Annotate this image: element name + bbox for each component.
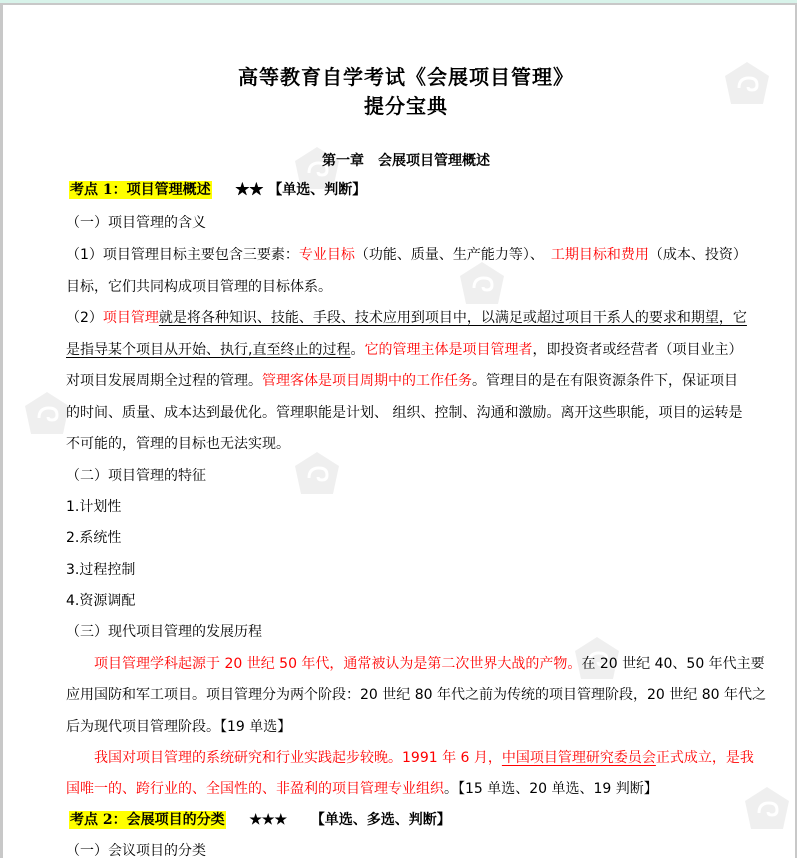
section-heading: （二）项目管理的特征 xyxy=(66,468,206,484)
paragraph-2-line-1: （2）项目管理就是将各种知识、技能、手段、技术应用到项目中，以满足或超过项目干系人的要求和期望，它 xyxy=(66,310,747,326)
feature-list-item: 1.计划性 xyxy=(66,499,122,515)
feature-list-item: 4.资源调配 xyxy=(66,593,136,609)
paragraph-2-line-2: 是指导某个项目从开始、执行,直至终止的过程。它的管理主体是项目管理者，即投资者或经营者（项目业主） xyxy=(66,342,743,358)
underlined-text: 是指导某个项目从开始、执行,直至终止的过程 xyxy=(66,342,351,358)
watermark-logo-icon xyxy=(23,390,71,436)
underlined-text: 就是将各种知识、技能、手段、技术应用到项目中，以满足或超过项目干系人的要求和期望，它 xyxy=(158,310,747,326)
kaodian-1-label: 考点 1：项目管理概述 xyxy=(70,182,211,198)
red-highlight-text: 项目管理 xyxy=(102,310,159,326)
paragraph-3-line-1: 项目管理学科起源于 20 世纪 50 年代，通常被认为是第二次世界大战的产物。在 20 世纪 40、50 年代主要 xyxy=(94,656,765,672)
paragraph-2-line-3: 对项目发展周期全过程的管理。管理客体是项目周期中的工作任务。管理目的是在有限资源条件下，保证项目 xyxy=(66,373,738,389)
watermark-logo-icon xyxy=(293,450,341,496)
red-highlight-text: 专业目标 xyxy=(298,247,355,263)
paragraph-4-line-1: 我国对项目管理的系统研究和行业实践起步较晚。1991 年 6 月，中国项目管理研究委员会正式成立，是我 xyxy=(94,750,754,766)
red-highlight-text: 管理客体是项目周期中的工作任务 xyxy=(262,373,472,389)
document-page xyxy=(3,5,795,858)
paragraph-3-line-2: 应用国防和军工项目。项目管理分为两个阶段：20 世纪 80 年代之前为传统的项目管理阶段，20 世纪 80 年代之 xyxy=(66,687,766,703)
kaodian-2-label: 考点 2：会展项目的分类 xyxy=(70,812,225,828)
paragraph-2-line-4: 的时间、质量、成本达到最优化。管理职能是计划、 组织、控制、沟通和激励。离开这些职能，项目的运转是 xyxy=(66,405,743,421)
document-title: 高等教育自学考试《会展项目管理》 xyxy=(238,65,574,89)
question-type-tags: 【单选、判断】 xyxy=(268,182,367,198)
kaodian-2-heading xyxy=(69,810,451,830)
feature-list-item: 3.过程控制 xyxy=(66,562,136,578)
red-highlight-text: 项目管理学科起源于 20 世纪 50 年代，通常被认为是第二次世界大战的产物。 xyxy=(94,656,582,672)
watermark-logo-icon xyxy=(458,260,506,306)
kaodian-1-heading xyxy=(69,180,366,200)
document-subtitle: 提分宝典 xyxy=(364,94,448,118)
section-heading: （三）现代项目管理的发展历程 xyxy=(66,624,262,640)
paragraph-1-line-2: 目标，它们共同构成项目管理的目标体系。 xyxy=(66,279,332,295)
paragraph-2-line-5: 不可能的，管理的目标也无法实现。 xyxy=(66,436,290,452)
red-highlight-text: 它的管理主体是项目管理者 xyxy=(364,342,533,358)
feature-list-item: 2.系统性 xyxy=(66,530,122,546)
paragraph-3-line-3: 后为现代项目管理阶段。【19 单选】 xyxy=(66,719,292,735)
watermark-logo-icon xyxy=(743,785,791,831)
chapter-heading: 第一章 会展项目管理概述 xyxy=(322,153,490,169)
importance-stars: ★★ xyxy=(235,182,264,198)
paragraph-4-line-2: 国唯一的、跨行业的、全国性的、非盈利的项目管理专业组织。【15 单选、20 单选、19 判断】 xyxy=(66,781,658,797)
red-highlight-text: 我国对项目管理的系统研究和行业实践起步较晚。1991 年 6 月， xyxy=(94,750,502,766)
red-highlight-text: 国唯一的、跨行业的、全国性的、非盈利的项目管理专业组织 xyxy=(66,781,444,797)
red-highlight-text: 工期目标和费用 xyxy=(550,247,649,263)
paragraph-1-line-1: （1）项目管理目标主要包含三要素：专业目标（功能、质量、生产能力等）、 工期目标和费用（成本、投资） xyxy=(66,247,747,263)
question-type-tags: 【单选、多选、判断】 xyxy=(310,812,451,828)
section-heading: （一）项目管理的含义 xyxy=(66,215,206,231)
red-underlined-text: 中国项目管理研究委员会 xyxy=(501,750,656,766)
section-heading: （一）会议项目的分类 xyxy=(66,843,206,858)
importance-stars: ★★★ xyxy=(249,812,288,828)
